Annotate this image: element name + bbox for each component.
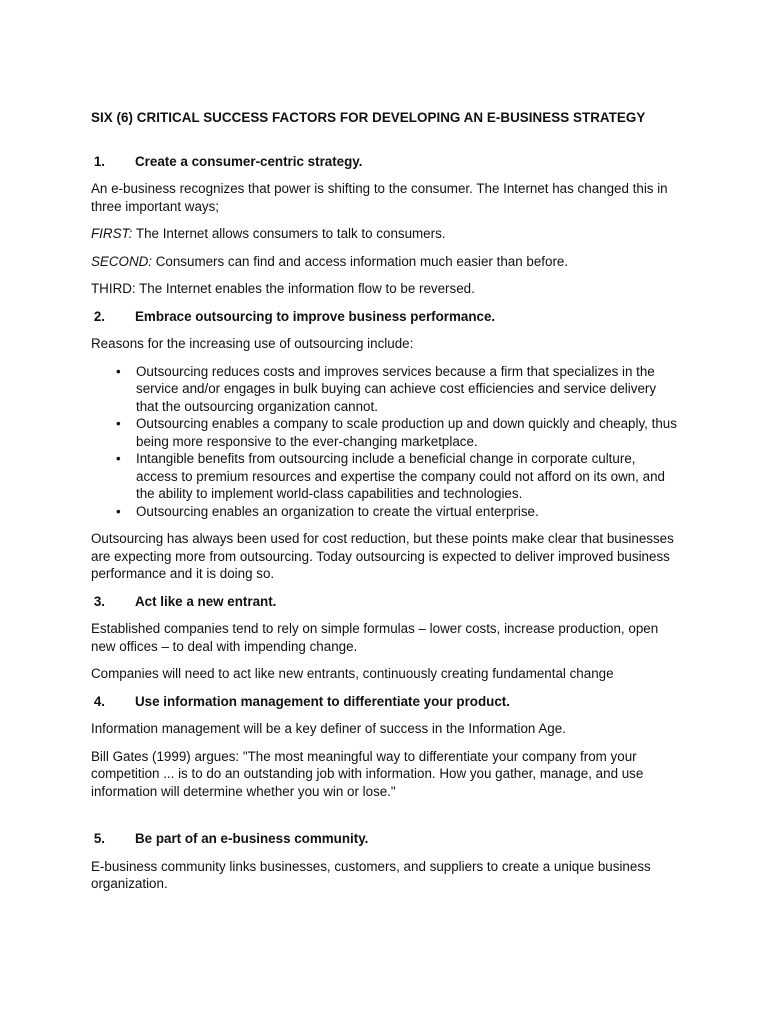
section-number: 1.	[93, 153, 105, 169]
section-heading-text: Embrace outsourcing to improve business performance.	[135, 308, 496, 324]
section-heading-2	[91, 308, 678, 326]
point-text: THIRD: The Internet enables the information flow to be reversed.	[91, 281, 475, 296]
section-number: 4.	[93, 693, 105, 709]
section-number: 5.	[93, 831, 105, 846]
section-1-intro: An e-business recognizes that power is shifting to the consumer. The Internet has changed this in three important ways;	[91, 181, 668, 214]
bullet-icon: •	[116, 363, 121, 379]
section-heading-text: Be part of an e-business community.	[135, 831, 369, 846]
bullet-icon: •	[116, 416, 121, 431]
section-number: 2.	[93, 308, 105, 324]
list-item	[91, 415, 678, 450]
section-heading-text: Act like a new entrant.	[135, 593, 277, 609]
section-heading-1	[91, 153, 678, 171]
section-heading-3	[91, 593, 678, 611]
point-second	[91, 253, 678, 271]
list-item	[91, 363, 678, 416]
point-text: The Internet allows consumers to talk to consumers.	[132, 226, 446, 241]
point-third	[91, 280, 678, 298]
section-2-closing: Outsourcing has always been used for cost reduction, but these points make clear that businesses are expecting more from outsourcing. Today outsourcing is expected to deliver improved business performance and it is doing so.	[91, 531, 674, 581]
bullet-icon: •	[116, 503, 121, 519]
list-item-text: Outsourcing reduces costs and improves services because a firm that specializes in the service and/or engages in bulk buying can achieve cost efficiencies and service delivery that the outsourcing organization cannot.	[136, 363, 657, 414]
section-2-intro: Reasons for the increasing use of outsourcing include:	[91, 336, 414, 351]
outsourcing-bullet-list	[91, 363, 678, 521]
document-title: SIX (6) CRITICAL SUCCESS FACTORS FOR DEVELOPING AN E-BUSINESS STRATEGY	[91, 110, 646, 125]
section-4-quote: Bill Gates (1999) argues: "The most meaningful way to differentiate your company from your competition ... is to do an outstanding job with information. How you gather, manage, and use information will determine whether you win or lose."	[91, 748, 644, 799]
section-heading-4	[91, 693, 678, 711]
section-3-paragraph: Established companies tend to rely on simple formulas – lower costs, increase production, open new offices – to deal with impending change.	[91, 621, 659, 654]
list-item-text: Outsourcing enables an organization to create the virtual enterprise.	[136, 503, 539, 519]
point-label: FIRST:	[91, 226, 133, 241]
section-5-paragraph: E-business community links businesses, customers, and suppliers to create a unique business organization.	[91, 858, 651, 891]
point-first	[91, 225, 678, 243]
point-text: Consumers can find and access information much easier than before.	[152, 253, 569, 269]
section-number: 3.	[93, 593, 105, 609]
list-item	[91, 450, 678, 503]
list-item	[91, 503, 678, 521]
list-item-text: Outsourcing enables a company to scale production up and down quickly and cheaply, thus being more responsive to the ever-changing marketplace.	[136, 416, 677, 449]
list-item-text: Intangible benefits from outsourcing include a beneficial change in corporate culture, access to premium resources and expertise the company could not afford on its own, and the ability to implement world-class capabilities and technologies.	[136, 451, 665, 501]
bullet-icon: •	[116, 451, 121, 466]
point-label: SECOND:	[91, 253, 153, 269]
section-heading-text: Use information management to differentiate your product.	[135, 693, 510, 709]
section-4-paragraph: Information management will be a key definer of success in the Information Age.	[91, 721, 566, 736]
section-heading-text: Create a consumer-centric strategy.	[135, 153, 363, 169]
section-3-paragraph: Companies will need to act like new entrants, continuously creating fundamental change	[91, 666, 614, 681]
section-heading-5	[91, 830, 678, 848]
